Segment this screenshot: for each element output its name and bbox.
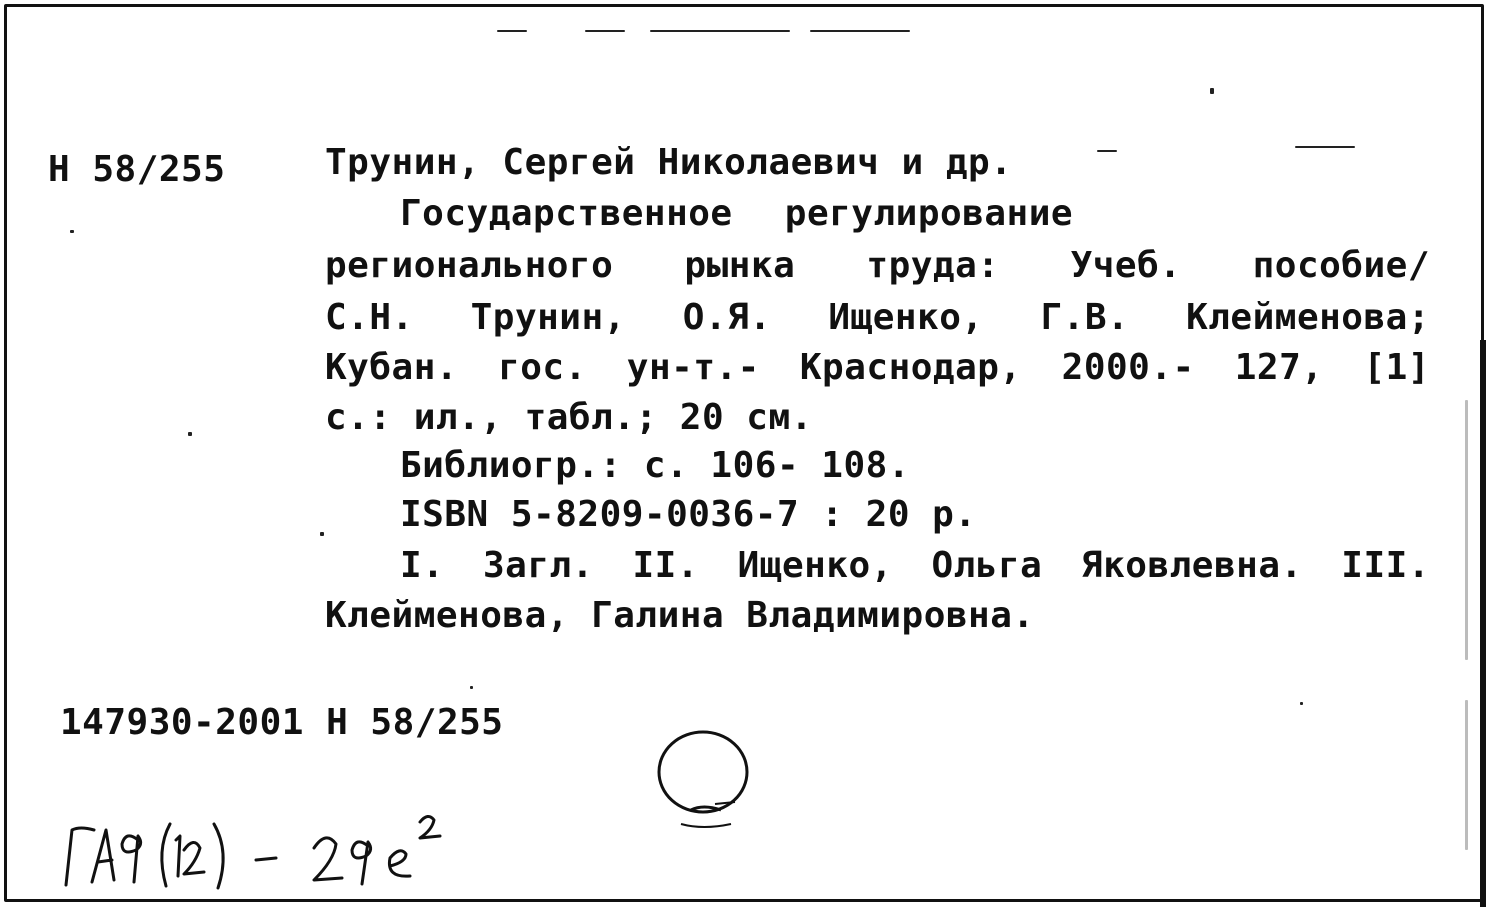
handwritten-shelf-code xyxy=(60,800,500,895)
inventory-number: 147930-2001 Н 58/255 xyxy=(60,702,504,743)
physical-description-line: с.: ил., табл.; 20 см. xyxy=(325,397,813,438)
bibliography-note: Библиогр.: с. 106- 108. xyxy=(400,445,910,486)
call-number: Н 58/255 xyxy=(48,149,226,190)
title-line-2: регионального рынка труда: Учеб. пособие/ xyxy=(325,245,1430,286)
authors-line: С.Н. Трунин, О.Я. Ищенко, Г.В. Клейменова; xyxy=(325,297,1430,338)
library-stamp-icon xyxy=(655,726,760,836)
tracings-line-2: Клейменова, Галина Владимировна. xyxy=(325,595,1035,636)
isbn-line: ISBN 5-8209-0036-7 : 20 р. xyxy=(400,494,977,535)
publication-line: Кубан. гос. ун-т.- Краснодар, 2000.- 127, [1] xyxy=(325,347,1430,388)
card-edge-shadow xyxy=(1480,340,1486,907)
tracings-line-1: I. Загл. II. Ищенко, Ольга Яковлевна. III. xyxy=(400,545,1430,586)
title-line-1: Государственное регулирование xyxy=(400,193,1074,234)
author-line: Трунин, Сергей Николаевич и др. xyxy=(325,142,1013,183)
